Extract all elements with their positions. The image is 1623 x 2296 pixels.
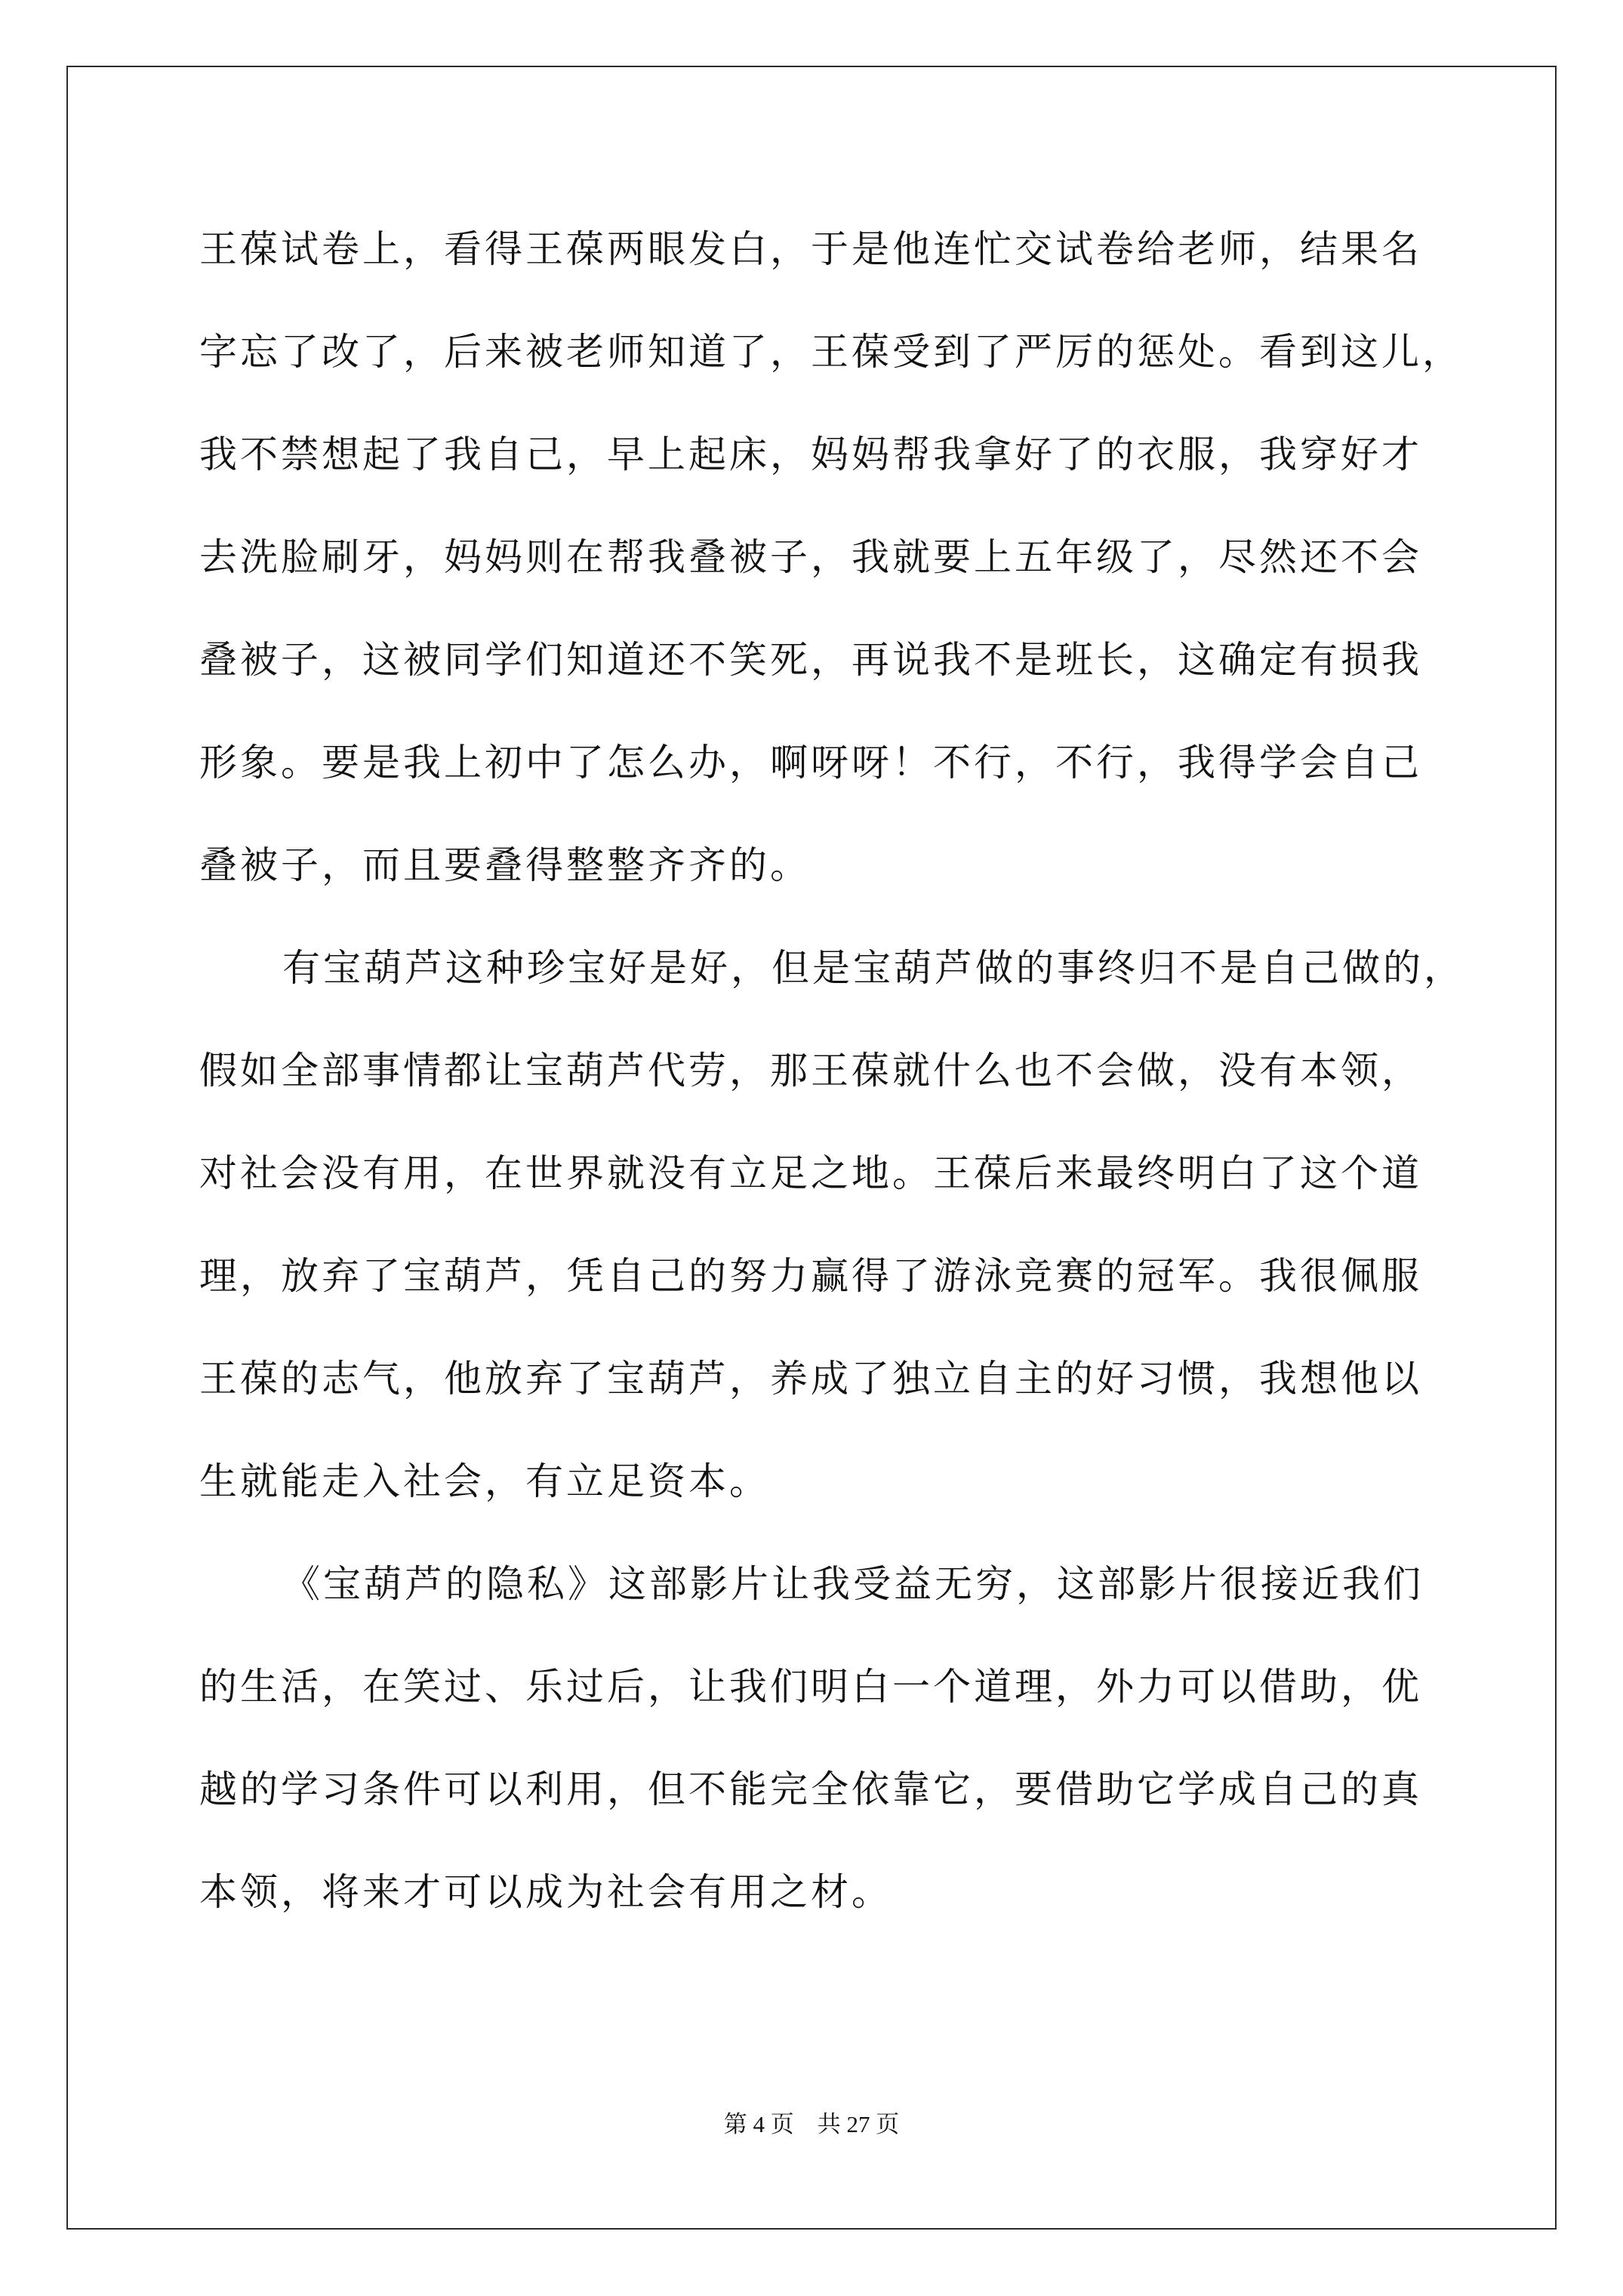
text-line-indented: 《宝葫芦的隐私》这部影片让我受益无穷，这部影片很接近我们: [282, 1562, 1424, 1606]
text-line: 我不禁想起了我自己，早上起床，妈妈帮我拿好了的衣服，我穿好才: [199, 433, 1422, 476]
text-line: 王葆试卷上，看得王葆两眼发白，于是他连忙交试卷给老师，结果名: [199, 227, 1422, 271]
text-line: 字忘了改了，后来被老师知道了，王葆受到了严厉的惩处。看到这儿，: [199, 330, 1463, 374]
text-line: 王葆的志气，他放弃了宝葫芦，养成了独立自主的好习惯，我想他以: [199, 1357, 1422, 1401]
text-line: 的生活，在笑过、乐过后，让我们明白一个道理，外力可以借助，优: [199, 1665, 1422, 1709]
text-line: 生就能走入社会，有立足资本。: [199, 1459, 770, 1503]
text-line: 本领，将来才可以成为社会有用之材。: [199, 1870, 892, 1914]
text-line: 理，放弃了宝葫芦，凭自己的努力赢得了游泳竞赛的冠军。我很佩服: [199, 1254, 1422, 1298]
text-line: 越的学习条件可以利用，但不能完全依靠它，要借助它学成自己的真: [199, 1767, 1422, 1811]
text-line: 形象。要是我上初中了怎么办，啊呀呀！不行，不行，我得学会自己: [199, 741, 1422, 784]
text-line: 去洗脸刷牙，妈妈则在帮我叠被子，我就要上五年级了，尽然还不会: [199, 535, 1422, 579]
text-line: 假如全部事情都让宝葫芦代劳，那王葆就什么也不会做，没有本领，: [199, 1049, 1422, 1093]
page-number-current: 第 4 页: [723, 2111, 794, 2137]
text-line-indented: 有宝葫芦这种珍宝好是好，但是宝葫芦做的事终归不是自己做的，: [282, 946, 1464, 990]
text-line: 叠被子，而且要叠得整整齐齐的。: [199, 843, 811, 887]
text-line: 对社会没有用，在世界就没有立足之地。王葆后来最终明白了这个道: [199, 1151, 1422, 1195]
footer-spacer: [794, 2111, 818, 2137]
page-footer: [0, 2110, 1623, 2140]
text-line: 叠被子，这被同学们知道还不笑死，再说我不是班长，这确定有损我: [199, 638, 1422, 682]
page-number-total: 共 27 页: [817, 2111, 900, 2137]
